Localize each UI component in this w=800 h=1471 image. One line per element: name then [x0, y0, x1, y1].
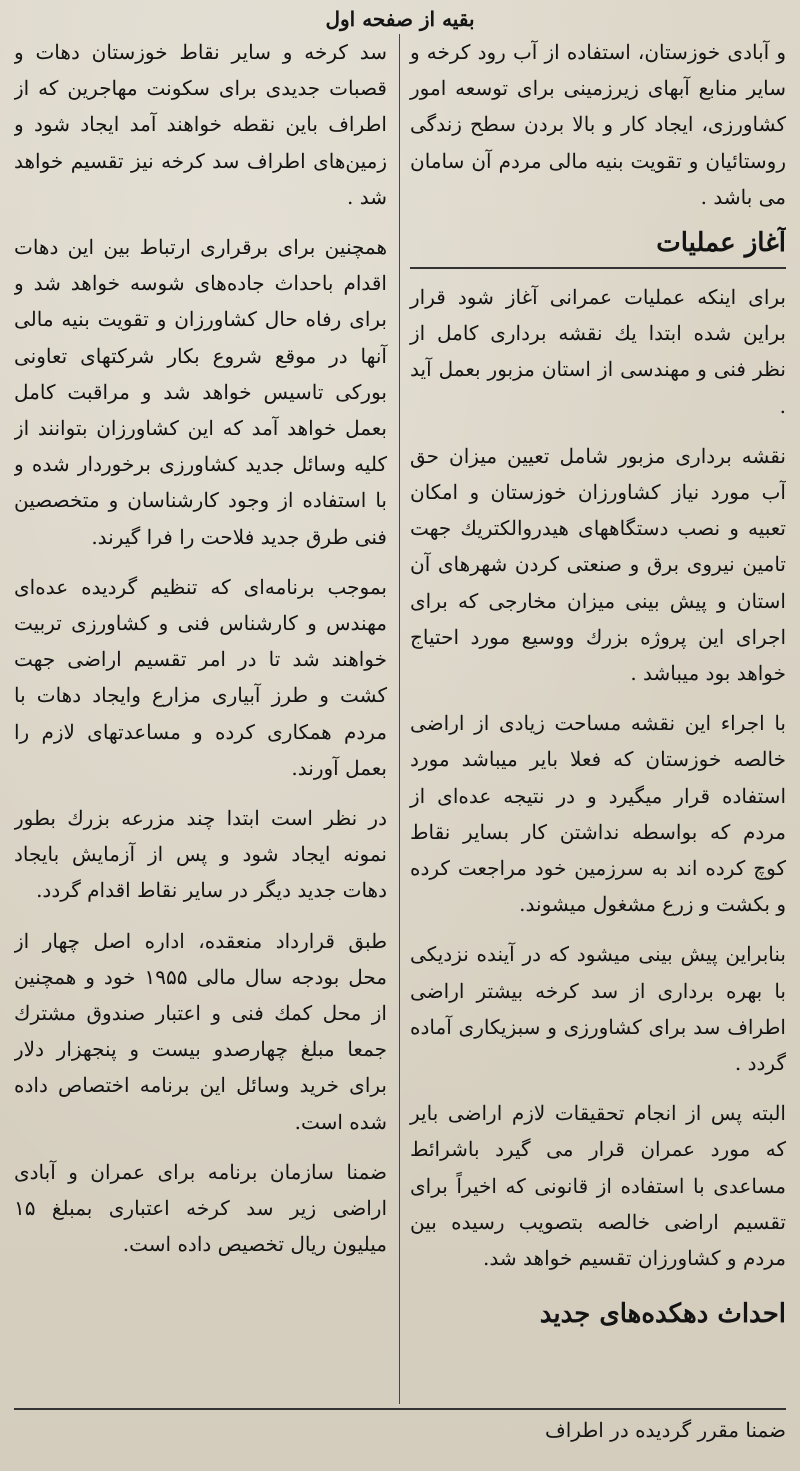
left-paragraph-3: بموجب برنامه‌ای که تنظیم گردیده عده‌ای مهندس و کارشناس فنی و کشاورزی تربیت خواهند شد تا در امر تقسیم اراضی جهت کشت و طرز آبیاری مزارع وایجاد دهات با مردم همکاری کرده و مساعدتهای لازم را بعمل آورند.	[14, 574, 387, 780]
continued-from-page-one-header: بقیه از صفحه اول	[325, 7, 475, 31]
intro-paragraph: و آبادی خوزستان، استفاده از آب رود کرخه و سایر منابع آبهای زیرزمینی برای توسعه امور کشاورزی، ایجاد کار و بالا بردن سطح زندگی روستائیان و تقویت بنیه مالی مردم آن سامان می باشد .	[410, 40, 786, 209]
left-paragraph-6: ضمنا سازمان برنامه برای عمران و آبادی اراضی زیر سد کرخه اعتباری بمبلغ ۱۵ میلیون ریال تخصیص داده است.	[14, 1159, 387, 1257]
continued-last-line: ضمنا مقرر گردیده در اطراف	[545, 1418, 786, 1442]
right-column	[400, 34, 786, 1404]
heading-start-of-operations: آغاز عملیات	[410, 221, 786, 269]
right-paragraph-3: با اجراء این نقشه مساحت زیادی از اراضی خالصه خوزستان که فعلا بایر میباشد مورد استفاده قرار میگیرد و در نتیجه عده‌ای از مردم که بواسطه نداشتن کار بسایر نقاط کوچ کرده اند به سرزمین خود مراجعت کرده و بکشت و زرع مشغول میشوند.	[410, 711, 786, 917]
right-paragraph-2: نقشه برداری مزبور شامل تعیین میزان حق آب مورد نیاز کشاورزان خوزستان و امکان تعبیه و نصب دستگاههای هیدروالکتریك جهت تامین نیروی برق و صنعتی کردن شهرهای آن استان و پیش بینی میزان مخارجی که برای اجرای این پروژه بزرك ووسیع مورد احتیاج خواهد بود میباشد .	[410, 443, 786, 686]
left-paragraph-2: همچنین برای برقراری ارتباط بین این دهات اقدام باحداث جاده‌های شوسه خواهد شد و برای رفاه حال کشاورزان و تقویت بنیه مالی آنها در موقع شروع بکار شرکتهای تعاونی بورکی تاسیس خواهد شد و مراقبت کامل بعمل خواهد آمد که این کشاورزان بتوانند از کلیه وسائل جدید کشاورزی برخوردار شده و با استفاده از وجود کارشناسان و متخصصین فنی طرق جدید فلاحت را فرا گیرند.	[14, 235, 387, 549]
left-paragraph-5: طبق قرارداد منعقده، اداره اصل چهار از محل بودجه سال مالی ۱۹۵۵ خود و همچنین از محل کمك فنی و اعتبار صندوق مشترك جمعا مبلغ چهارصدو بیست و پنجهزار دلار برای خرید وسائل این برنامه اختصاص داده شده است.	[14, 928, 388, 1134]
article-columns	[14, 34, 786, 1404]
left-paragraph-4: در نظر است ابتدا چند مزرعه بزرك بطور نمونه ایجاد شود و پس از آزمایش بایجاد دهات جدید دیگر در سایر نقاط اقدام گردد.	[14, 806, 388, 903]
heading-new-villages: احداث دهکده‌های جدید	[539, 1299, 786, 1330]
right-paragraph-5: البته پس از انجام تحقیقات لازم اراضی بایر که مورد عمران قرار می گیرد باشرائط مساعدی با استفاده از قانونی که اخیراً برای تقسیم اراضی خالصه بتصویب رسیده بین مردم و کشاورزان تقسیم خواهد شد.	[410, 1101, 786, 1271]
left-column	[14, 34, 400, 1404]
left-paragraph-1: سد کرخه و سایر نقاط خوزستان دهات و قصبات جدیدی برای سکونت مهاجرین که از اطراف باین نقطه خواهند آمد ایجاد شود و زمین‌های اطراف سد کرخه نیز تقسیم خواهد شد .	[14, 40, 387, 209]
right-paragraph-4: بنابراین پیش بینی میشود که در آینده نزدیکی با بهره برداری از سد کرخه بیشتر اراضی اطراف سد برای کشاورزی و سبزیکاری آماده گردد .	[410, 942, 786, 1076]
right-paragraph-1: برای اینکه عملیات عمرانی آغاز شود قرار براین شده ابتدا یك نقشه برداری کامل از نظر فنی و مهندسی از استان مزبور بعمل آید .	[410, 285, 786, 418]
